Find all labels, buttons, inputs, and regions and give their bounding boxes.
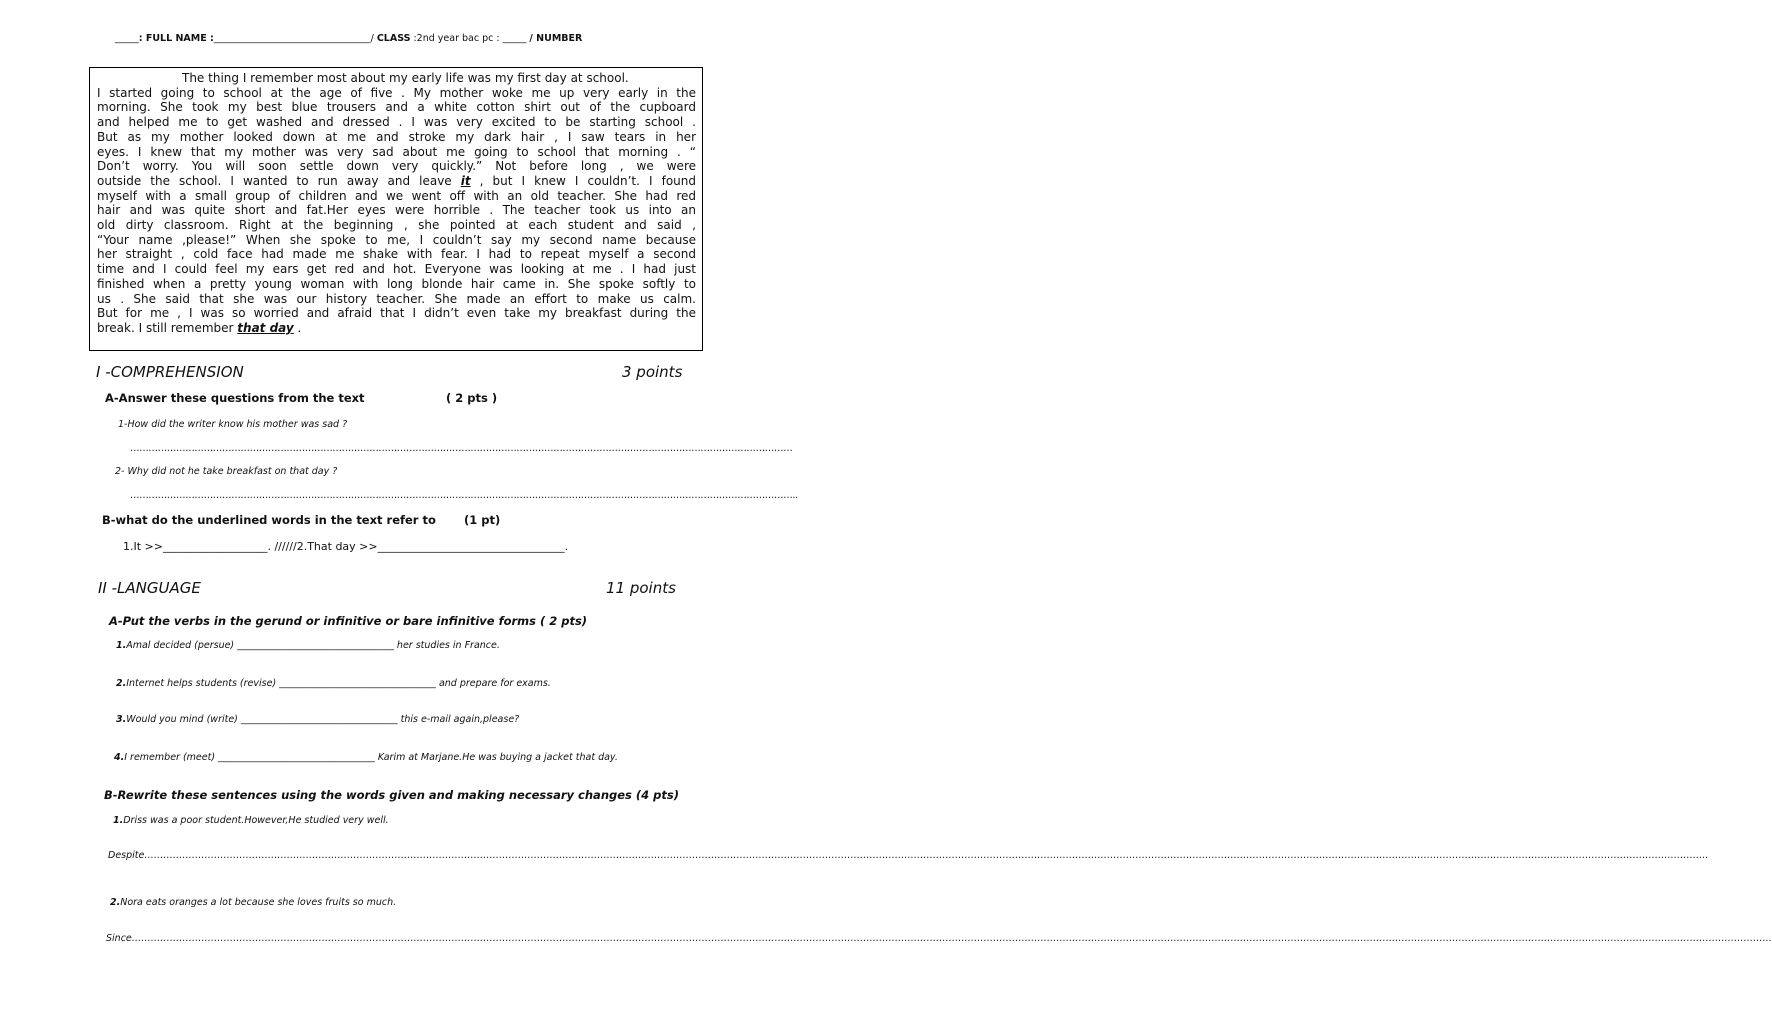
passage-line: But for me , I was so worried and afraid that I didn’t even take my breakfast during the (97, 306, 696, 321)
rewrite-sentence-1 (113, 815, 389, 826)
underlined-word-it: it (460, 173, 471, 188)
sentence-text: Amal decided (persue) _________________________________ her studies in France. (126, 640, 500, 651)
reading-passage (89, 67, 703, 351)
passage-line: morning. She took my best blue trousers and a white cotton shirt out of the cupboard (97, 100, 696, 115)
passage-line: finished when a pretty young woman with long blonde hair came in. She spoke softly to (97, 276, 696, 291)
sentence-text: I remember (meet) _________________________________ Karim at Marjane.He was buying a jacket that day. (124, 752, 618, 763)
rewrite-answer-since[interactable]: Since………………………………………………………………………………………………………………………………………………………………………………………………………………………………………………………………………………………………………………………………………………………………………………………………………………………………………………………………………….. (106, 933, 1772, 944)
item-number: 2. (110, 897, 121, 908)
passage-line: myself with a small group of children and we went off with an old teacher. She had red (97, 188, 696, 203)
prefix-blank[interactable]: _____ (115, 33, 139, 44)
comprehension-title: I -COMPREHENSION (96, 363, 244, 381)
number-label: / NUMBER (529, 33, 583, 44)
sentence-text: Nora eats oranges a lot because she loves fruits so much. (120, 897, 397, 908)
passage-text: . (293, 320, 302, 335)
passage-line: time and I could feel my ears get red and hot. Everyone was looking at me . I had just (97, 262, 696, 277)
answer-line-1[interactable]: ……………………………………………………………………………………………………………………………………………………………………………………………… (130, 443, 793, 454)
underlined-word-that-day: that day (237, 320, 294, 335)
reference-answer-line[interactable]: 1.It >>___________________. //////2.That day >>__________________________________. (123, 540, 569, 553)
section-b-points: (1 pt) (464, 513, 501, 527)
item-number: 4. (114, 752, 125, 763)
passage-line: “Your name ,please!” When she spoke to me, I couldn’t say my second name because (97, 232, 696, 247)
verb-sentence-3[interactable] (116, 714, 519, 725)
passage-line: and helped me to get washed and dressed . I was very excited to be starting school . (97, 115, 696, 130)
student-info-header (115, 33, 582, 44)
passage-line: her straight , cold face had made me shake with fear. I had to repeat myself a second (97, 247, 696, 262)
verb-sentence-4[interactable] (114, 752, 618, 763)
section-a-points: ( 2 pts ) (446, 391, 498, 405)
full-name-blank[interactable]: _________________________________ (213, 33, 371, 44)
rewrite-answer-despite[interactable]: Despite…………………………………………………………………………………………………………………………………………………………………………………………………………………………………………………………………………………………………………………………………………………………………………………………………………………………………………………….. (108, 850, 1709, 861)
language-points: 11 points (606, 579, 676, 597)
passage-line: hair and was quite short and fat.Her eyes were horrible . The teacher took us into an (97, 203, 696, 218)
question-2: 2- Why did not he take breakfast on that day ? (115, 466, 338, 477)
class-separator: / (370, 33, 374, 44)
class-label: CLASS (376, 33, 411, 44)
item-number: 1. (116, 640, 127, 651)
sentence-text: Would you mind (write) _________________________________ this e-mail again,please? (126, 714, 520, 725)
sentence-text: Internet helps students (revise) _________________________________ and prepare for exams. (126, 678, 551, 689)
item-number: 3. (116, 714, 127, 725)
verb-sentence-2[interactable] (116, 678, 551, 689)
passage-text: , but I knew I couldn’t. I found (470, 173, 696, 188)
passage-line: The thing I remember most about my early life was my first day at school. (182, 71, 629, 85)
item-number: 2. (116, 678, 127, 689)
passage-line: Don’t worry. You will soon settle down very quickly.” Not before long , we were (97, 159, 696, 174)
passage-line (97, 321, 696, 336)
passage-line: us . She said that she was our history teacher. She made an effort to make us calm. (97, 291, 696, 306)
passage-text: break. I still remember (97, 320, 238, 335)
passage-line: eyes. I knew that my mother was very sad about me going to school that morning . “ (97, 144, 696, 159)
passage-line: I started going to school at the age of five . My mother woke me up very early in the (97, 85, 696, 100)
answer-line-2[interactable]: ……………………………………………………………………………………………………………………………………………………………………………………………….. (130, 490, 798, 501)
rewrite-sentence-2 (110, 897, 396, 908)
class-value: :2nd year bac pc : (413, 33, 500, 44)
sentence-text: Driss was a poor student.However,He studied very well. (123, 815, 389, 826)
language-b-heading: B-Rewrite these sentences using the words given and making necessary changes (4 pts) (104, 788, 679, 802)
question-1: 1-How did the writer know his mother was sad ? (118, 419, 348, 430)
passage-text: outside the school. I wanted to run away and leave (97, 173, 461, 188)
language-title: II -LANGUAGE (98, 579, 201, 597)
section-a-heading: A-Answer these questions from the text (105, 391, 365, 405)
verb-sentence-1[interactable] (116, 640, 500, 651)
full-name-label: : FULL NAME : (138, 33, 214, 44)
number-blank[interactable]: _____ (502, 33, 527, 44)
language-a-heading: A-Put the verbs in the gerund or infinitive or bare infinitive forms ( 2 pts) (109, 614, 588, 628)
section-b-heading: B-what do the underlined words in the text refer to (102, 513, 436, 527)
passage-line: old dirty classroom. Right at the beginning , she pointed at each student and said , (97, 218, 696, 233)
passage-line: But as my mother looked down at me and stroke my dark hair , I saw tears in her (97, 129, 696, 144)
item-number: 1. (113, 815, 124, 826)
passage-line (97, 174, 696, 189)
comprehension-points: 3 points (622, 363, 683, 381)
